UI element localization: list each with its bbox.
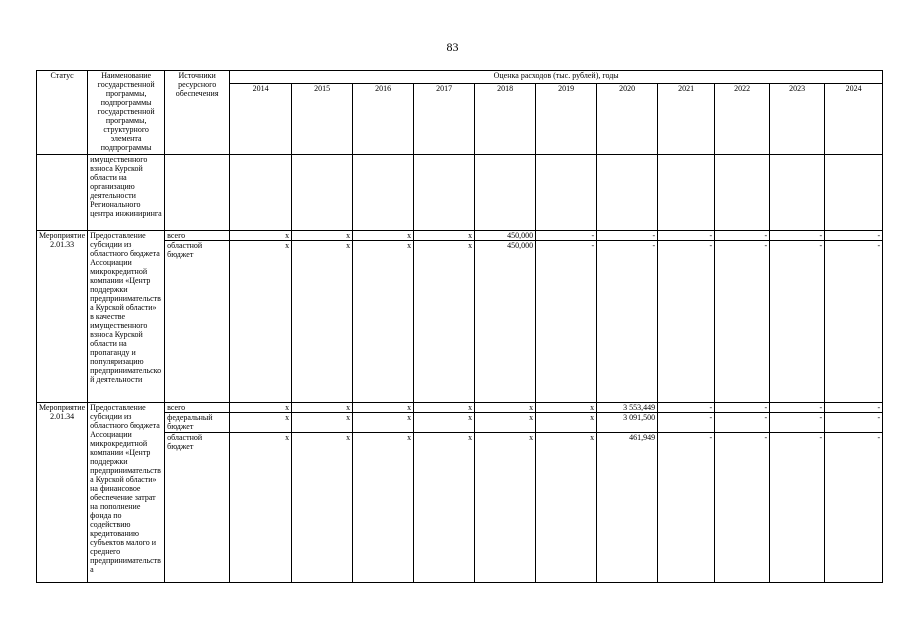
- status-cell: [37, 155, 88, 231]
- value-cell: -: [658, 241, 715, 403]
- header-year: 2021: [658, 84, 715, 155]
- header-estimate: Оценка расходов (тыс. рублей), годы: [230, 71, 883, 84]
- header-year: 2014: [230, 84, 292, 155]
- value-cell: -: [658, 413, 715, 433]
- value-cell: -: [825, 231, 883, 241]
- value-cell: x: [536, 413, 597, 433]
- budget-table: [36, 70, 883, 583]
- header-year: 2017: [414, 84, 475, 155]
- value-cell: -: [597, 231, 658, 241]
- value-cell: 450,000: [475, 231, 536, 241]
- value-cell: -: [770, 231, 825, 241]
- value-cell: -: [536, 231, 597, 241]
- source-cell: всего: [165, 231, 230, 241]
- value-cell: -: [715, 433, 770, 583]
- value-cell: x: [536, 433, 597, 583]
- continuation-row: [37, 155, 883, 231]
- status-cell: Мероприятие 2.01.34: [37, 403, 88, 583]
- value-cell: -: [770, 241, 825, 403]
- value-cell: x: [230, 433, 292, 583]
- value-cell: x: [230, 413, 292, 433]
- value-cell: -: [770, 433, 825, 583]
- value-cell: -: [825, 241, 883, 403]
- source-cell: федеральный бюджет: [165, 413, 230, 433]
- header-sources: Источники ресурсного обеспечения: [165, 71, 230, 155]
- name-cell: Предоставление субсидии из областного бюджета Ассоциации микрокредитной компании «Центр поддержки предпринимательства Курской области» в качестве имущественного взноса Курской области на пропаганду и популяризацию предпринимательской деятельности: [88, 231, 165, 403]
- value-cell: x: [414, 241, 475, 403]
- status-cell: Мероприятие 2.01.33: [37, 231, 88, 403]
- name-cell: Предоставление субсидии из областного бюджета Ассоциации микрокредитной компании «Центр поддержки предпринимательства Курской области» на финансовое обеспечение затрат на пополнение фонда по содействию кредитованию субъектов малого и среднего предпринимательства: [88, 403, 165, 583]
- value-cell: -: [536, 241, 597, 403]
- value-cell: x: [475, 413, 536, 433]
- value-cell: x: [353, 403, 414, 413]
- header-year: 2019: [536, 84, 597, 155]
- header-year: 2015: [292, 84, 353, 155]
- value-cell: x: [292, 413, 353, 433]
- header-year: 2016: [353, 84, 414, 155]
- value-cell: x: [353, 433, 414, 583]
- name-cell: имущественного взноса Курской области на организацию деятельности Регионального центра инжиниринга: [88, 155, 165, 231]
- header-year: 2018: [475, 84, 536, 155]
- value-cell: -: [658, 231, 715, 241]
- value-cell: x: [292, 231, 353, 241]
- value-cell: x: [414, 433, 475, 583]
- value-cell: -: [715, 413, 770, 433]
- value-cell: x: [414, 413, 475, 433]
- value-cell: x: [353, 241, 414, 403]
- value-cell: -: [770, 403, 825, 413]
- table-row: [37, 231, 883, 241]
- value-cell: x: [475, 433, 536, 583]
- value-cell: x: [475, 403, 536, 413]
- value-cell: x: [353, 231, 414, 241]
- value-cell: x: [230, 241, 292, 403]
- source-cell: всего: [165, 403, 230, 413]
- value-cell: x: [414, 403, 475, 413]
- page-number: 83: [446, 40, 459, 54]
- value-cell: -: [825, 413, 883, 433]
- value-cell: -: [658, 433, 715, 583]
- header-name: Наименование государственной программы, подпрограммы государственной программы, структурного элемента подпрограммы: [88, 71, 165, 155]
- value-cell: 461,949: [597, 433, 658, 583]
- value-cell: x: [353, 413, 414, 433]
- value-cell: x: [292, 433, 353, 583]
- value-cell: -: [715, 403, 770, 413]
- value-cell: -: [715, 241, 770, 403]
- header-status: Статус: [37, 71, 88, 155]
- source-cell: областной бюджет: [165, 433, 230, 583]
- value-cell: 450,000: [475, 241, 536, 403]
- table-row: [37, 403, 883, 413]
- header-year: 2022: [715, 84, 770, 155]
- value-cell: -: [825, 433, 883, 583]
- value-cell: -: [597, 241, 658, 403]
- header-year: 2023: [770, 84, 825, 155]
- value-cell: x: [230, 231, 292, 241]
- value-cell: -: [825, 403, 883, 413]
- value-cell: -: [770, 413, 825, 433]
- value-cell: 3 553,449: [597, 403, 658, 413]
- value-cell: x: [292, 403, 353, 413]
- value-cell: -: [715, 231, 770, 241]
- value-cell: x: [292, 241, 353, 403]
- value-cell: x: [414, 231, 475, 241]
- value-cell: 3 091,500: [597, 413, 658, 433]
- value-cell: -: [658, 403, 715, 413]
- header-year: 2020: [597, 84, 658, 155]
- value-cell: x: [230, 403, 292, 413]
- source-cell: областной бюджет: [165, 241, 230, 403]
- value-cell: x: [536, 403, 597, 413]
- header-year: 2024: [825, 84, 883, 155]
